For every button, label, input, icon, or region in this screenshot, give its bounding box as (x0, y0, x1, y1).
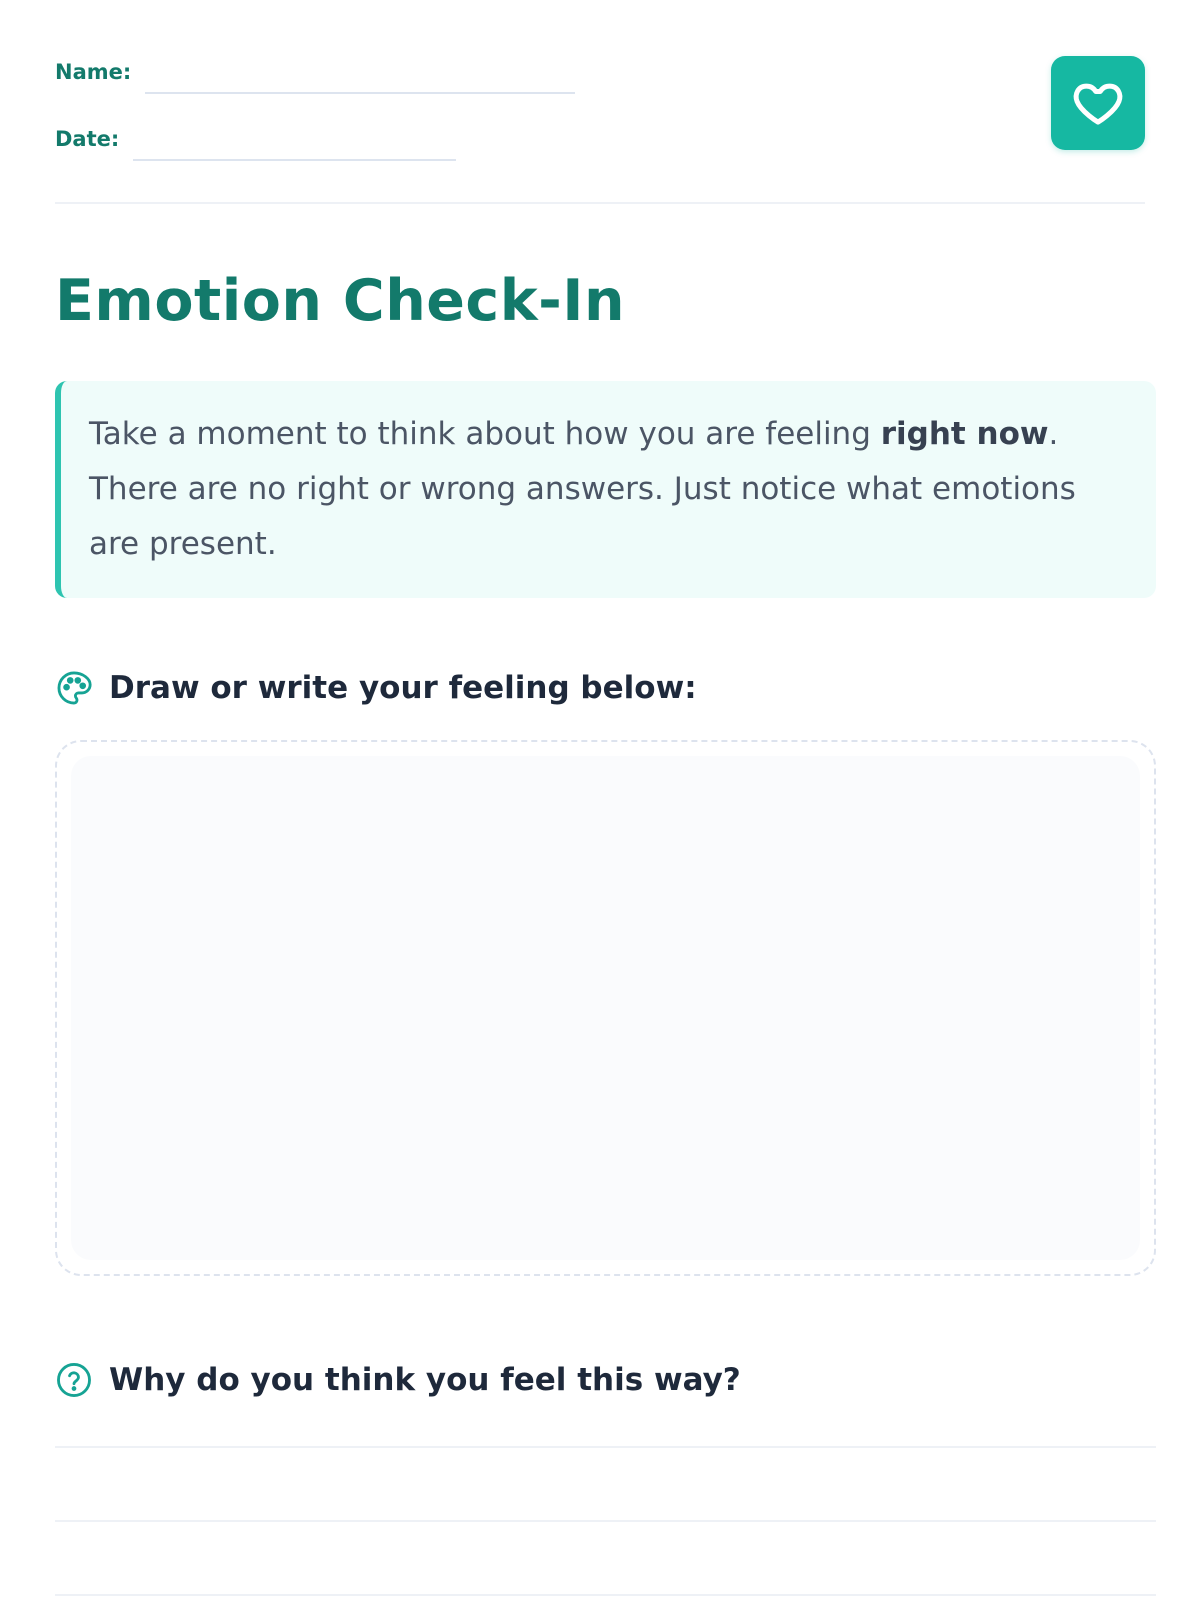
date-label: Date: (55, 127, 120, 151)
name-field-row (55, 56, 575, 88)
question-circle-icon (55, 1361, 93, 1399)
draw-section-heading (55, 669, 697, 707)
answer-line-2[interactable] (55, 1520, 1156, 1522)
why-section-heading (55, 1361, 741, 1399)
heart-badge (1051, 56, 1145, 150)
name-input-line[interactable] (145, 92, 575, 94)
header (55, 0, 1145, 204)
heart-icon (1071, 76, 1125, 130)
page-title: Emotion Check-In (55, 268, 626, 334)
intro-text-emphasis: right now (880, 416, 1049, 452)
intro-callout (55, 381, 1156, 598)
drawing-area-inner[interactable] (71, 756, 1140, 1260)
date-field-row (55, 123, 456, 155)
palette-icon (55, 669, 93, 707)
name-label: Name: (55, 60, 132, 84)
intro-text-start: Take a moment to think about how you are feeling (89, 416, 881, 452)
drawing-area[interactable] (55, 740, 1156, 1276)
draw-heading-text: Draw or write your feeling below: (109, 670, 697, 706)
answer-line-1[interactable] (55, 1446, 1156, 1448)
why-heading-text: Why do you think you feel this way? (109, 1362, 741, 1398)
answer-line-3[interactable] (55, 1594, 1156, 1596)
date-input-line[interactable] (133, 159, 456, 161)
intro-text-end: . There are no right or wrong answers. Just notice what emotions are present. (89, 416, 1076, 562)
